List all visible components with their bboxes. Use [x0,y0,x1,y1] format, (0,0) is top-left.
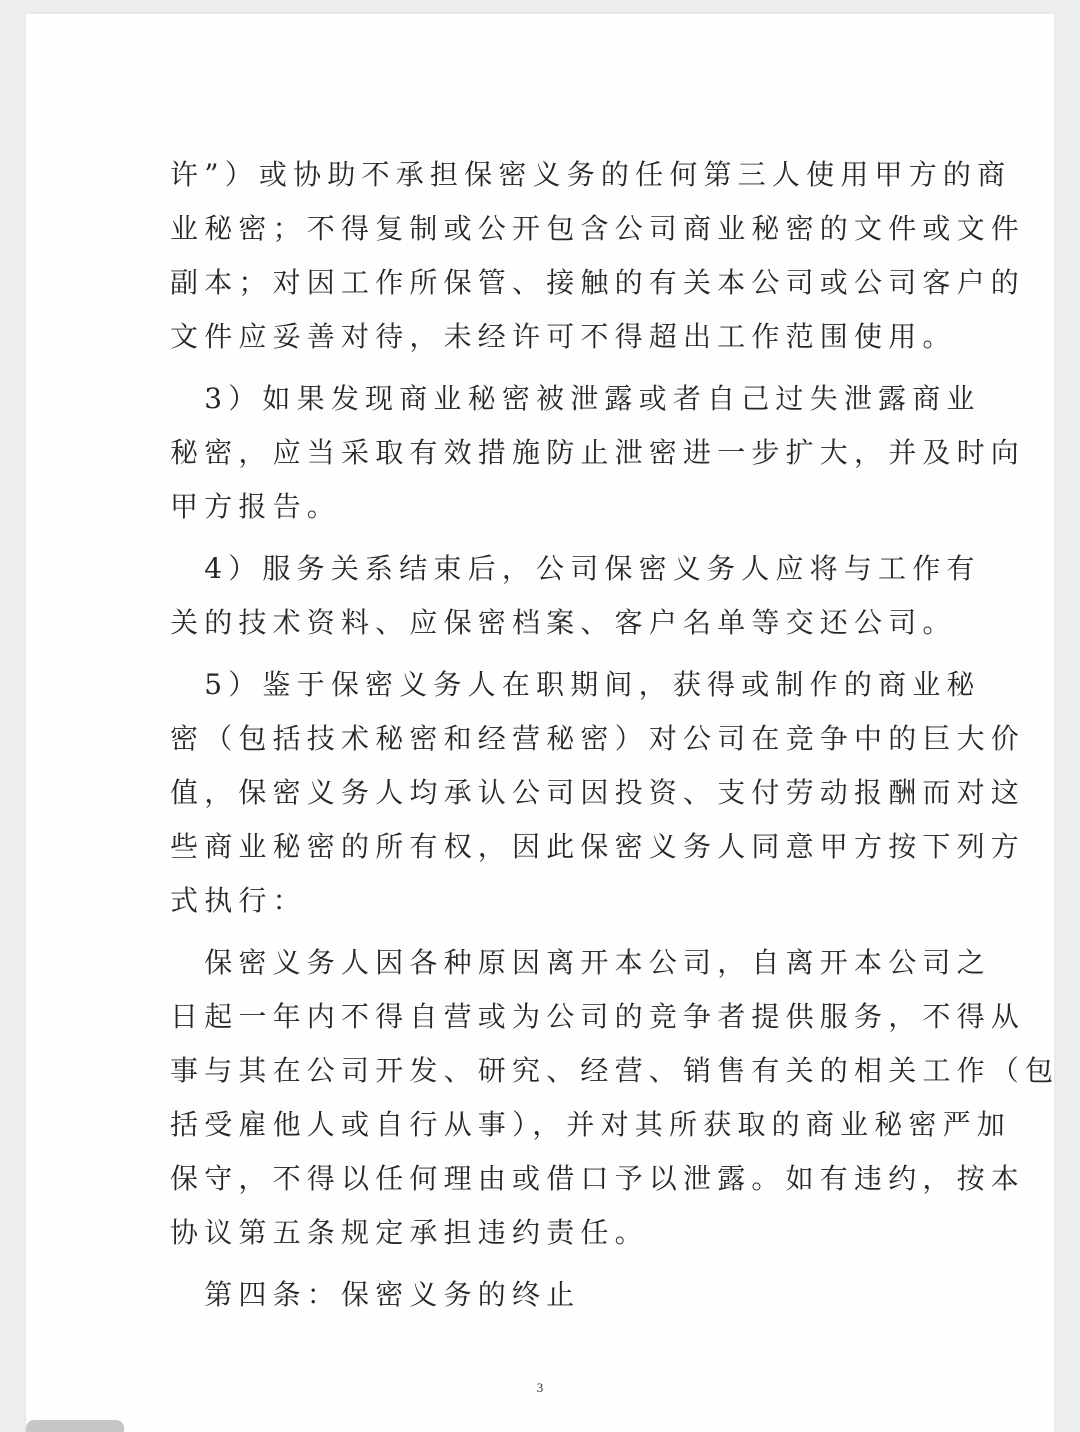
text-line: 值，保密义务人均承认公司因投资、支付劳动报酬而对这 [170,776,1026,809]
text-line: 3）如果发现商业秘密被泄露或者自己过失泄露商业 [170,382,981,415]
paragraph-continuation [170,148,1026,364]
document-page [26,14,1060,1432]
text-line: 文件应妥善对待，未经许可不得超出工作范围使用。 [170,320,957,353]
paragraph-item-3 [170,372,1026,534]
text-line: 事与其在公司开发、研究、经营、销售有关的相关工作（包 [170,1054,1060,1087]
paragraph-non-compete [170,936,1060,1260]
text-line: 密（包括技术秘密和经营秘密）对公司在竞争中的巨大价 [170,722,1026,755]
text-line: 第四条：保密义务的终止 [170,1278,581,1311]
text-line: 保密义务人因各种原因离开本公司，自离开本公司之 [170,946,991,979]
text-line: 式执行： [170,884,307,917]
page-body-text [170,148,1060,1322]
text-line: 秘密，应当采取有效措施防止泄密进一步扩大，并及时向 [170,436,1026,469]
text-line: 甲方报告。 [170,490,342,523]
text-line: 业秘密；不得复制或公开包含公司商业秘密的文件或文件 [170,212,1026,245]
text-line: 关的技术资料、应保密档案、客户名单等交还公司。 [170,606,957,639]
paragraph-item-4 [170,542,981,650]
scroll-handle[interactable] [26,1420,124,1432]
text-line: 日起一年内不得自营或为公司的竞争者提供服务，不得从 [170,1000,1026,1033]
text-line: 协议第五条规定承担违约责任。 [170,1216,649,1249]
section-heading-article-4 [170,1268,936,1322]
text-line: 副本；对因工作所保管、接触的有关本公司或公司客户的 [170,266,1026,299]
text-line: 5）鉴于保密义务人在职期间，获得或制作的商业秘 [170,668,981,701]
text-line: 括受雇他人或自行从事），并对其所获取的商业秘密严加 [170,1108,1012,1141]
page-number: 3 [536,1380,544,1395]
text-line: 4）服务关系结束后，公司保密义务人应将与工作有 [170,552,981,585]
text-line: 些商业秘密的所有权，因此保密义务人同意甲方按下列方 [170,830,1026,863]
text-line: 保守，不得以任何理由或借口予以泄露。如有违约，按本 [170,1162,1026,1195]
text-line: 许”）或协助不承担保密义务的任何第三人使用甲方的商 [170,158,1012,191]
paragraph-item-5 [170,658,1026,928]
